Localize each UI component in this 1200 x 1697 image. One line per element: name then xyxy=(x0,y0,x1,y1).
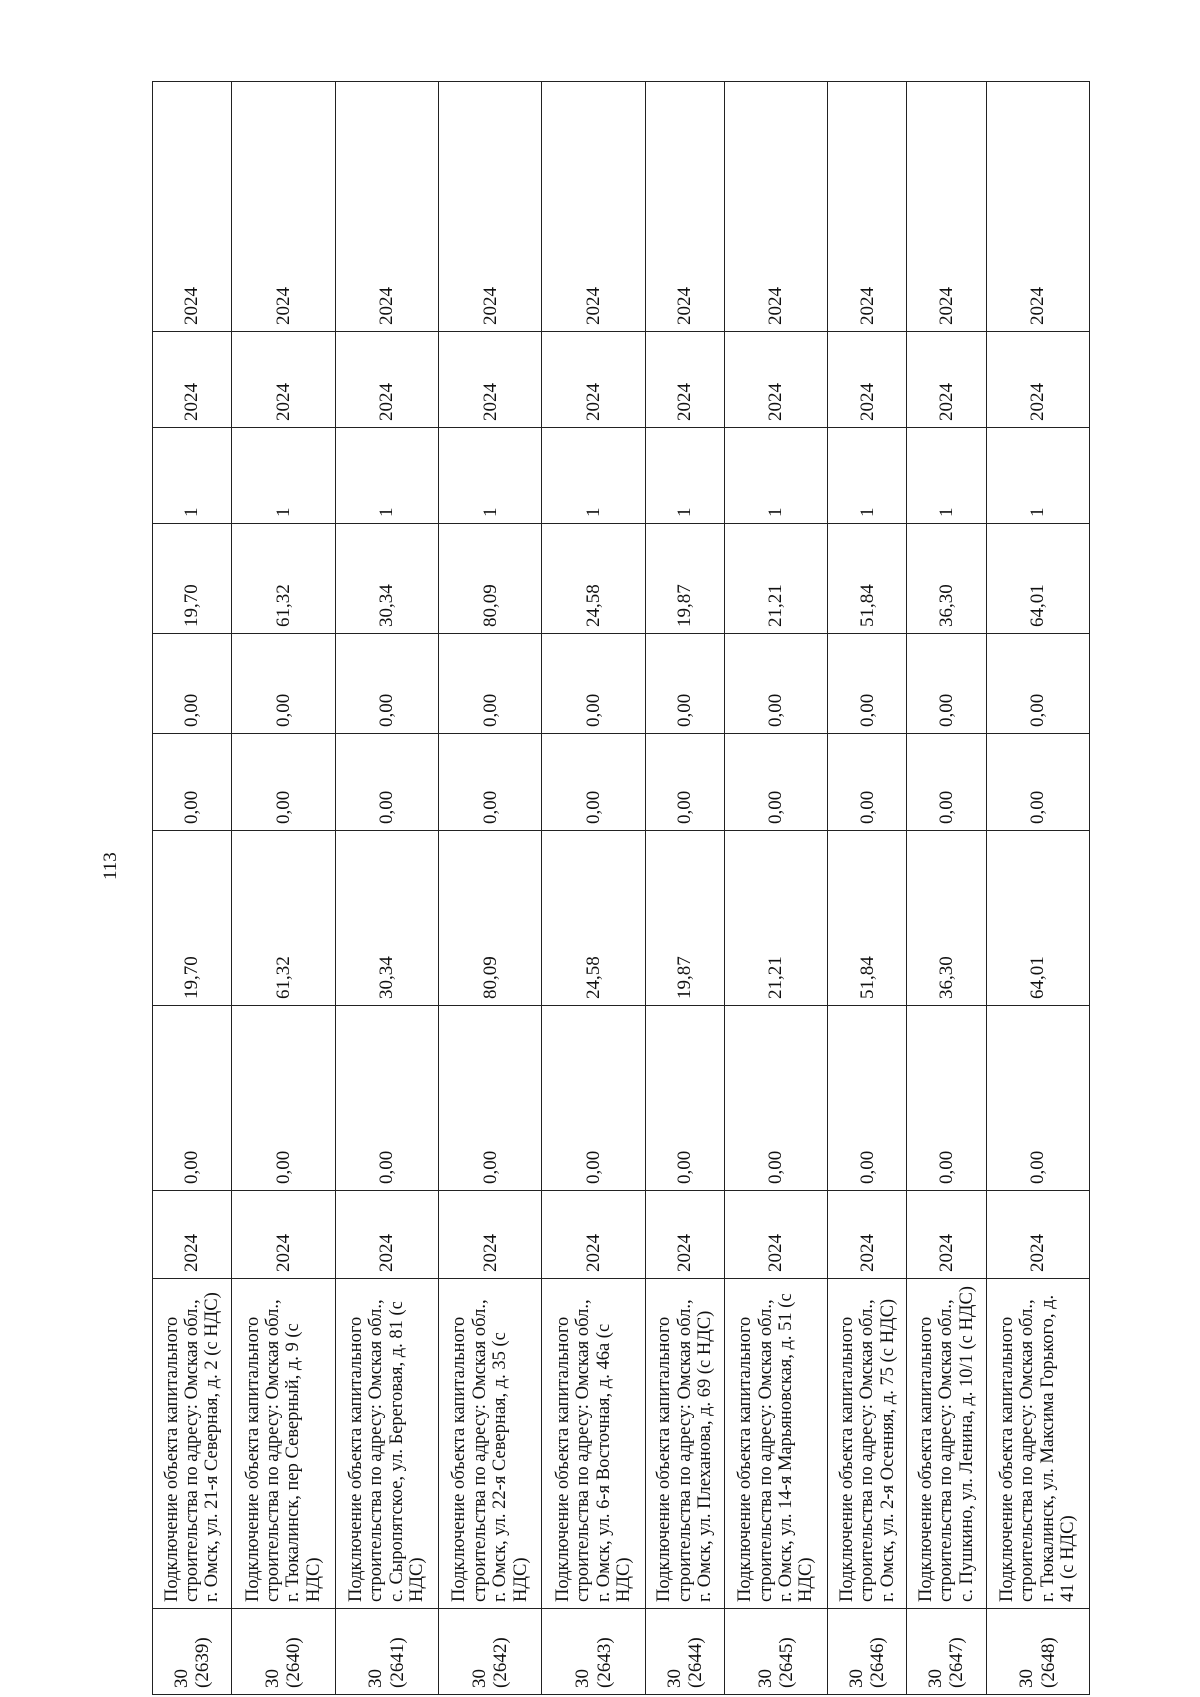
row-value-5: 64,01 xyxy=(986,524,1090,634)
row-value-5: 80,09 xyxy=(438,524,541,634)
row-number: 30 xyxy=(170,1669,192,1688)
row-value-3: 0,00 xyxy=(542,734,645,831)
row-description: Подключение объекта капитального строительства по адресу: Омская обл., с. Сыропятское, ул. Береговая, д. 81 (с НДС) xyxy=(335,1279,438,1609)
row-value-4: 0,00 xyxy=(153,634,232,734)
row-value-1: 0,00 xyxy=(542,1006,645,1191)
row-year-start: 2024 xyxy=(335,332,438,428)
row-year: 2024 xyxy=(542,1191,645,1279)
row-year-start: 2024 xyxy=(645,332,724,428)
row-code: (2642) xyxy=(490,1637,512,1688)
row-id-cell xyxy=(335,1609,438,1695)
row-value-2: 64,01 xyxy=(986,831,1090,1006)
investment-table xyxy=(152,81,1090,1695)
row-value-3: 0,00 xyxy=(232,734,335,831)
row-id-cell xyxy=(986,1609,1090,1695)
row-number: 30 xyxy=(925,1669,947,1688)
row-value-2: 80,09 xyxy=(438,831,541,1006)
row-number: 30 xyxy=(754,1669,776,1688)
row-year-start: 2024 xyxy=(438,332,541,428)
row-number: 30 xyxy=(846,1669,868,1688)
table-row xyxy=(645,82,724,1695)
row-value-4: 0,00 xyxy=(828,634,907,734)
table-row xyxy=(232,82,335,1695)
row-value-4: 0,00 xyxy=(724,634,827,734)
row-id-cell xyxy=(907,1609,986,1695)
row-value-2: 51,84 xyxy=(828,831,907,1006)
row-year: 2024 xyxy=(645,1191,724,1279)
row-code: (2645) xyxy=(776,1637,798,1688)
row-value-3: 0,00 xyxy=(335,734,438,831)
row-year-start: 2024 xyxy=(724,332,827,428)
row-value-3: 0,00 xyxy=(828,734,907,831)
row-value-2: 19,70 xyxy=(153,831,232,1006)
row-year-start: 2024 xyxy=(153,332,232,428)
row-value-5: 30,34 xyxy=(335,524,438,634)
row-year: 2024 xyxy=(828,1191,907,1279)
row-description: Подключение объекта капитального строительства по адресу: Омская обл., с. Пушкино, ул. Ленина, д. 10/1 (с НДС) xyxy=(907,1279,986,1609)
row-description: Подключение объекта капитального строительства по адресу: Омская обл., г. Омск, ул. 6-я Восточная, д. 46а (с НДС) xyxy=(542,1279,645,1609)
row-value-2: 61,32 xyxy=(232,831,335,1006)
row-year: 2024 xyxy=(438,1191,541,1279)
row-value-1: 0,00 xyxy=(438,1006,541,1191)
table-row xyxy=(438,82,541,1695)
table-row xyxy=(335,82,438,1695)
row-value-1: 0,00 xyxy=(645,1006,724,1191)
row-year-start: 2024 xyxy=(542,332,645,428)
row-year-end: 2024 xyxy=(986,82,1090,332)
row-value-1: 0,00 xyxy=(153,1006,232,1191)
row-code: (2639) xyxy=(192,1637,214,1688)
row-description: Подключение объекта капитального строительства по адресу: Омская обл., г. Омск, ул. 14-я Марьяновская, д. 51 (с НДС) xyxy=(724,1279,827,1609)
row-value-5: 21,21 xyxy=(724,524,827,634)
row-count: 1 xyxy=(232,428,335,524)
row-year: 2024 xyxy=(986,1191,1090,1279)
row-value-4: 0,00 xyxy=(645,634,724,734)
row-value-2: 19,87 xyxy=(645,831,724,1006)
row-value-4: 0,00 xyxy=(542,634,645,734)
row-number: 30 xyxy=(468,1669,490,1688)
row-id-cell xyxy=(232,1609,335,1695)
row-year-end: 2024 xyxy=(645,82,724,332)
row-year-end: 2024 xyxy=(232,82,335,332)
row-year: 2024 xyxy=(335,1191,438,1279)
row-value-1: 0,00 xyxy=(986,1006,1090,1191)
row-description: Подключение объекта капитального строительства по адресу: Омская обл., г. Тюкалинск, ул. Максима Горького, д. 41 (с НДС) xyxy=(986,1279,1090,1609)
row-value-5: 61,32 xyxy=(232,524,335,634)
row-value-4: 0,00 xyxy=(986,634,1090,734)
table-row xyxy=(828,82,907,1695)
row-code: (2644) xyxy=(684,1637,706,1688)
row-number: 30 xyxy=(365,1669,387,1688)
row-value-3: 0,00 xyxy=(724,734,827,831)
row-year-start: 2024 xyxy=(986,332,1090,428)
row-value-1: 0,00 xyxy=(335,1006,438,1191)
row-value-1: 0,00 xyxy=(232,1006,335,1191)
row-code: (2648) xyxy=(1037,1637,1059,1688)
table-row xyxy=(724,82,827,1695)
row-value-5: 19,70 xyxy=(153,524,232,634)
row-number: 30 xyxy=(1016,1669,1038,1688)
row-id-cell xyxy=(724,1609,827,1695)
row-code: (2643) xyxy=(593,1637,615,1688)
row-year-start: 2024 xyxy=(828,332,907,428)
row-year: 2024 xyxy=(232,1191,335,1279)
row-year: 2024 xyxy=(153,1191,232,1279)
row-description: Подключение объекта капитального строительства по адресу: Омская обл., г. Омск, ул. 22-я Северная, д. 35 (с НДС) xyxy=(438,1279,541,1609)
table-row xyxy=(153,82,232,1695)
row-code: (2646) xyxy=(867,1637,889,1688)
row-code: (2640) xyxy=(283,1637,305,1688)
row-code: (2647) xyxy=(946,1637,968,1688)
row-value-3: 0,00 xyxy=(907,734,986,831)
row-value-5: 36,30 xyxy=(907,524,986,634)
row-value-1: 0,00 xyxy=(828,1006,907,1191)
row-value-5: 51,84 xyxy=(828,524,907,634)
row-year-end: 2024 xyxy=(438,82,541,332)
row-description: Подключение объекта капитального строительства по адресу: Омская обл., г. Омск, ул. 2-я Осенняя, д. 75 (с НДС) xyxy=(828,1279,907,1609)
row-year-end: 2024 xyxy=(828,82,907,332)
row-year-end: 2024 xyxy=(724,82,827,332)
row-count: 1 xyxy=(335,428,438,524)
row-value-3: 0,00 xyxy=(438,734,541,831)
row-year-end: 2024 xyxy=(335,82,438,332)
table-row xyxy=(907,82,986,1695)
row-value-4: 0,00 xyxy=(907,634,986,734)
row-value-4: 0,00 xyxy=(232,634,335,734)
row-value-5: 19,87 xyxy=(645,524,724,634)
row-value-4: 0,00 xyxy=(438,634,541,734)
row-year-end: 2024 xyxy=(153,82,232,332)
row-description: Подключение объекта капитального строительства по адресу: Омская обл., г. Омск, ул. 21-я Северная, д. 2 (с НДС) xyxy=(153,1279,232,1609)
row-count: 1 xyxy=(153,428,232,524)
row-count: 1 xyxy=(828,428,907,524)
row-value-2: 36,30 xyxy=(907,831,986,1006)
row-value-2: 24,58 xyxy=(542,831,645,1006)
row-id-cell xyxy=(438,1609,541,1695)
rotated-table-container xyxy=(152,82,1090,1695)
row-value-1: 0,00 xyxy=(907,1006,986,1191)
row-year-start: 2024 xyxy=(907,332,986,428)
row-year-end: 2024 xyxy=(907,82,986,332)
row-value-3: 0,00 xyxy=(645,734,724,831)
row-value-4: 0,00 xyxy=(335,634,438,734)
row-value-3: 0,00 xyxy=(986,734,1090,831)
row-value-5: 24,58 xyxy=(542,524,645,634)
row-code: (2641) xyxy=(386,1637,408,1688)
row-description: Подключение объекта капитального строительства по адресу: Омская обл., г. Тюкалинск, пер Северный, д. 9 (с НДС) xyxy=(232,1279,335,1609)
row-description: Подключение объекта капитального строительства по адресу: Омская обл., г. Омск, ул. Плеханова, д. 69 (с НДС) xyxy=(645,1279,724,1609)
table-row xyxy=(542,82,645,1695)
row-count: 1 xyxy=(542,428,645,524)
row-count: 1 xyxy=(724,428,827,524)
row-number: 30 xyxy=(663,1669,685,1688)
table-row xyxy=(986,82,1090,1695)
row-count: 1 xyxy=(645,428,724,524)
row-count: 1 xyxy=(907,428,986,524)
row-value-3: 0,00 xyxy=(153,734,232,831)
page-number: 113 xyxy=(100,852,121,880)
row-count: 1 xyxy=(438,428,541,524)
row-value-2: 21,21 xyxy=(724,831,827,1006)
row-value-1: 0,00 xyxy=(724,1006,827,1191)
row-year-end: 2024 xyxy=(542,82,645,332)
row-year-start: 2024 xyxy=(232,332,335,428)
row-count: 1 xyxy=(986,428,1090,524)
row-year: 2024 xyxy=(907,1191,986,1279)
row-value-2: 30,34 xyxy=(335,831,438,1006)
row-id-cell xyxy=(828,1609,907,1695)
row-id-cell xyxy=(645,1609,724,1695)
row-id-cell xyxy=(153,1609,232,1695)
row-id-cell xyxy=(542,1609,645,1695)
row-number: 30 xyxy=(262,1669,284,1688)
row-year: 2024 xyxy=(724,1191,827,1279)
row-number: 30 xyxy=(572,1669,594,1688)
